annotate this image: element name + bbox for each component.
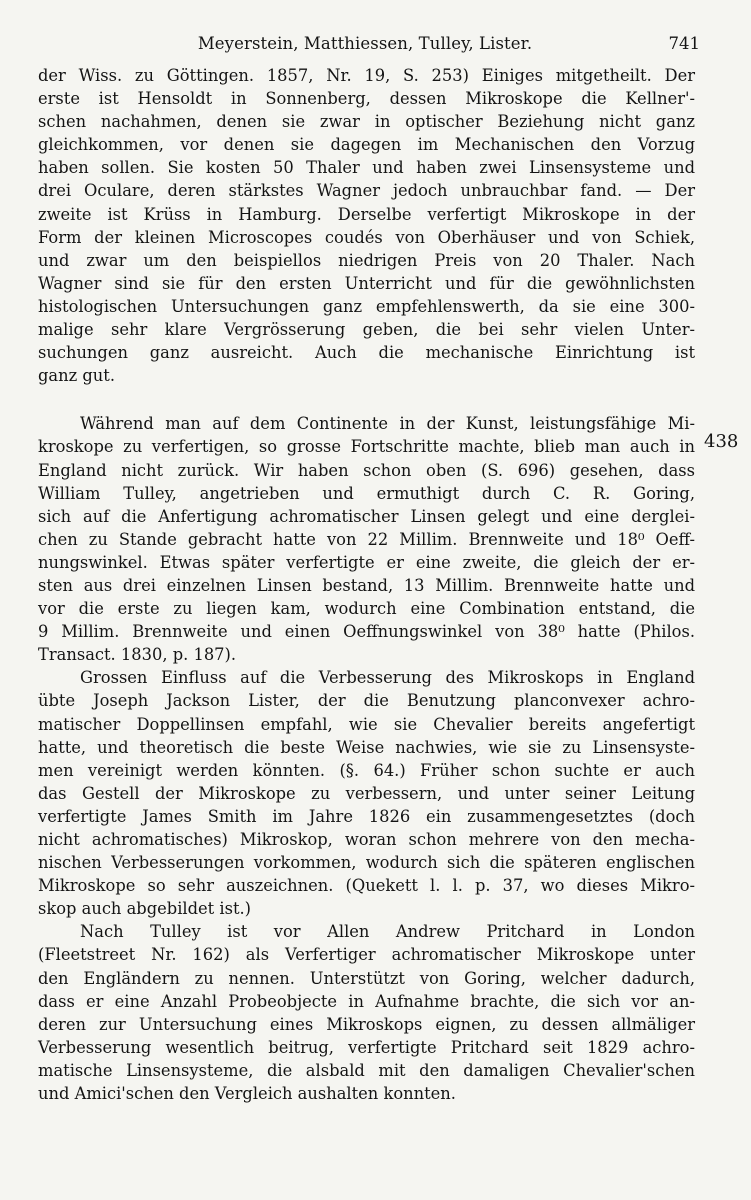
running-header: [30, 34, 700, 60]
text-line: kroskope zu verfertigen, so grosse Fortschritte machte, blieb man auch in: [38, 437, 695, 457]
text-line: den Engländern zu nennen. Unterstützt von Goring, welcher dadurch,: [38, 968, 695, 988]
text-line: und zwar um den beispiellos niedrigen Preis von 20 Thaler. Nach: [38, 250, 695, 270]
text-line: nicht achromatisches) Mikroskop, woran schon mehrere von den mecha-: [38, 830, 695, 849]
text-line: Mikroskope so sehr auszeichnen. (Quekett l. l. p. 37, wo dieses Mikro-: [38, 876, 695, 896]
text-line: sich auf die Anfertigung achromatischer Linsen gelegt und eine derglei-: [38, 506, 695, 526]
text-line: nungswinkel. Etwas später verfertigte er eine zweite, die gleich der er-: [38, 552, 695, 572]
text-line: matischer Doppellinsen empfahl, wie sie Chevalier bereits angefertigt: [38, 714, 695, 734]
text-line: Nach Tulley ist vor Allen Andrew Pritchard in London: [80, 922, 695, 942]
text-line: dass er eine Anzahl Probeobjecte in Aufnahme brachte, die sich vor an-: [38, 991, 695, 1011]
text-line: schen nachahmen, denen sie zwar in optischer Beziehung nicht ganz: [38, 112, 695, 132]
text-line: gleichkommen, vor denen sie dagegen im Mechanischen den Vorzug: [38, 135, 695, 155]
running-title: Meyerstein, Matthiessen, Tulley, Lister.: [197, 34, 533, 53]
text-line: Form der kleinen Microscopes coudés von Oberhäuser und von Schiek,: [38, 227, 695, 247]
text-line: nischen Verbesserungen vorkommen, wodurch sich die späteren englischen: [38, 853, 695, 873]
paragraph-3: [38, 666, 695, 920]
text-line: verfertigte James Smith im Jahre 1826 ein zusammengesetztes (doch: [38, 806, 695, 826]
text-line: ganz gut.: [38, 366, 115, 386]
text-line: vor die erste zu liegen kam, wodurch eine Combination entstand, die: [38, 599, 695, 619]
text-line: (Fleetstreet Nr. 162) als Verfertiger achromatischer Mikroskope unter: [38, 945, 695, 965]
text-line: übte Joseph Jackson Lister, der die Benutzung planconvexer achro-: [38, 691, 695, 711]
text-line: men vereinigt werden könnten. (§. 64.) Früher schon suchte er auch: [38, 760, 695, 780]
text-line: hatte, und theoretisch die beste Weise nachwies, wie sie zu Linsensyste-: [38, 737, 695, 757]
text-line: skop auch abgebildet ist.): [38, 899, 252, 919]
paragraph-1: [38, 64, 695, 387]
text-line: suchungen ganz ausreicht. Auch die mechanische Einrichtung ist: [38, 343, 695, 363]
text-line: Wagner sind sie für den ersten Unterricht und für die gewöhnlichsten: [38, 273, 695, 293]
text-line: 9 Millim. Brennweite und einen Oeffnungswinkel von 38⁰ hatte (Philos.: [38, 622, 695, 642]
paragraph-2: [38, 412, 695, 666]
text-line: haben sollen. Sie kosten 50 Thaler und haben zwei Linsensysteme und: [38, 158, 695, 178]
paragraph-gap: [38, 387, 695, 412]
text-line: Transact. 1830, p. 187).: [38, 645, 237, 665]
text-line: drei Oculare, deren stärkstes Wagner jedoch unbrauchbar fand. — Der: [38, 181, 695, 201]
text-line: England nicht zurück. Wir haben schon oben (S. 696) gesehen, dass: [38, 460, 695, 480]
text-line: malige sehr klare Vergrösserung geben, die bei sehr vielen Unter-: [38, 320, 695, 340]
text-line: deren zur Untersuchung eines Mikroskops eignen, zu dessen allmäliger: [38, 1014, 695, 1034]
text-line: chen zu Stande gebracht hatte von 22 Millim. Brennweite und 18⁰ Oeff-: [38, 529, 695, 549]
page-number: 741: [668, 34, 700, 53]
text-line: Grossen Einfluss auf die Verbesserung des Mikroskops in England: [80, 668, 695, 688]
text-line: zweite ist Krüss in Hamburg. Derselbe verfertigt Mikroskope in der: [38, 204, 695, 224]
paragraph-4: [38, 920, 695, 1105]
text-line: histologischen Untersuchungen ganz empfehlenswerth, da sie eine 300-: [38, 296, 695, 316]
margin-section-number: 438: [704, 431, 739, 452]
text-line: Während man auf dem Continente in der Kunst, leistungsfähige Mi-: [80, 414, 695, 434]
text-line: matische Linsensysteme, die alsbald mit den damaligen Chevalier'schen: [38, 1060, 695, 1080]
text-line: William Tulley, angetrieben und ermuthigt durch C. R. Goring,: [38, 483, 695, 503]
text-line: Verbesserung wesentlich beitrug, verfertigte Pritchard seit 1829 achro-: [38, 1037, 695, 1057]
text-line: erste ist Hensoldt in Sonnenberg, dessen Mikroskope die Kellner'-: [38, 89, 695, 109]
text-line: und Amici'schen den Vergleich aushalten konnten.: [38, 1084, 456, 1104]
body-text: [38, 64, 695, 1105]
text-line: der Wiss. zu Göttingen. 1857, Nr. 19, S. 253) Einiges mitgetheilt. Der: [38, 66, 695, 85]
text-line: das Gestell der Mikroskope zu verbessern, und unter seiner Leitung: [38, 783, 695, 803]
text-line: sten aus drei einzelnen Linsen bestand, 13 Millim. Brennweite hatte und: [38, 575, 695, 595]
